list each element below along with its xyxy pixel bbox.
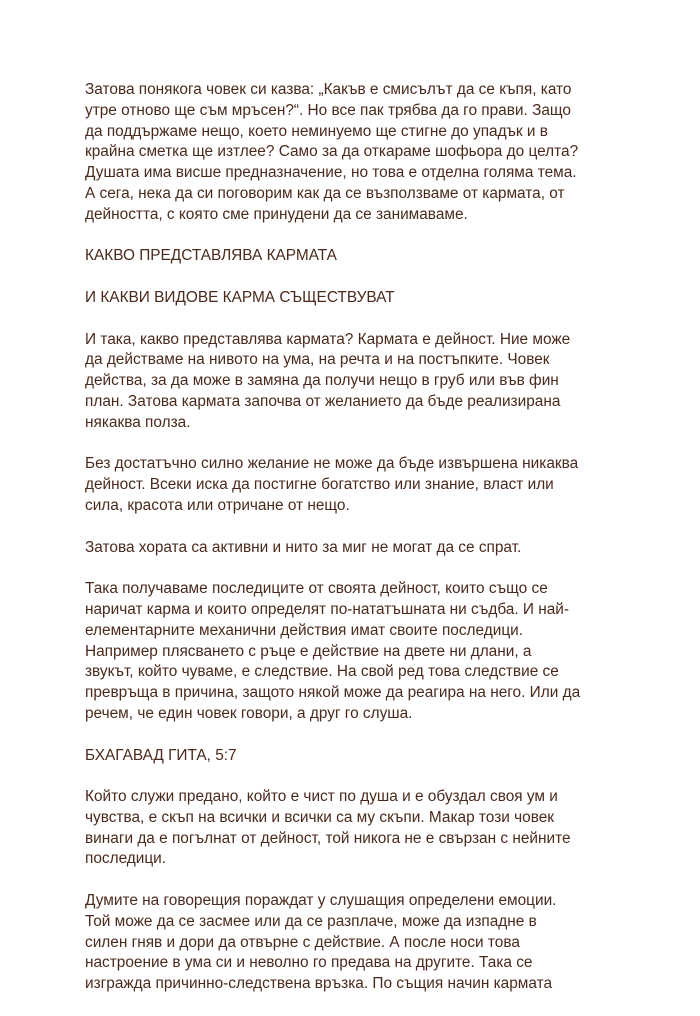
paragraph-1: Затова понякога човек си казва: „Какъв е смисълът да се къпя, като утре отново ще съм мръсен?“. Но все пак трябва да го прави. Защо да поддържаме нещо, което неминуемо ще стигне до упадък и в крайна сметка ще изтлее? Само за да откараме шофьора до целта? Душата има висше предназначение, но това е отделна голяма тема. А сега, нека да си поговорим как да се възползваме от кармата, от дейността, с която сме принудени да се занимаваме. (85, 81, 579, 223)
quote-heading: БХАГАВАД ГИТА, 5:7 (85, 746, 237, 764)
quote-paragraph: Който служи предано, който е чист по душа и е обуздал своя ум и чувства, е скъп на всички и всички са му скъпи. Макар този човек винаги да е погълнат от дейност, той никога не е свързан с нейните последици. (85, 788, 571, 868)
paragraph-7: Думите на говорещия пораждат у слушащия определени емоции. Той може да се засмее или да се разплаче, може да изпадне в силен гняв и дори да отвърне с действие. А после носи това настроение в ума си и неволно го предава на другите. Така се изгражда причинно-следствена връзка. По същия начин кармата (85, 892, 557, 993)
section-heading-2: И КАКВИ ВИДОВЕ КАРМА СЪЩЕСТВУВАТ (85, 288, 395, 306)
paragraph-4: Затова хората са активни и нито за миг не могат да се спрат. (85, 538, 522, 556)
paragraph-3: Без достатъчно силно желание не може да бъде извършена никаква дейност. Всеки иска да постигне богатство или знание, власт или сила, красота или отричане от нещо. (85, 455, 579, 514)
paragraph-5: Така получаваме последиците от своята дейност, които също се наричат карма и които определят по-нататъшната ни съдба. И най- елементарните механични действия имат своите последици. Например плясването с ръце е действие на двете ни длани, а звукът, който чуваме, е следствие. На свой ред това следствие се превръща в причина, защото някой може да реагира на него. Или да речем, че един човек говори, а друг го слуша. (85, 580, 581, 722)
document-body (85, 80, 625, 1016)
section-heading-1: КАКВО ПРЕДСТАВЛЯВА КАРМАТА (85, 247, 337, 265)
paragraph-2: И така, какво представлява кармата? Кармата е дейност. Ние може да действаме на нивото на ума, на речта и на постъпките. Човек действа, за да може в замяна да получи нещо в груб или във фин план. Затова кармата започва от желанието да бъде реализирана някаква полза. (85, 330, 571, 431)
